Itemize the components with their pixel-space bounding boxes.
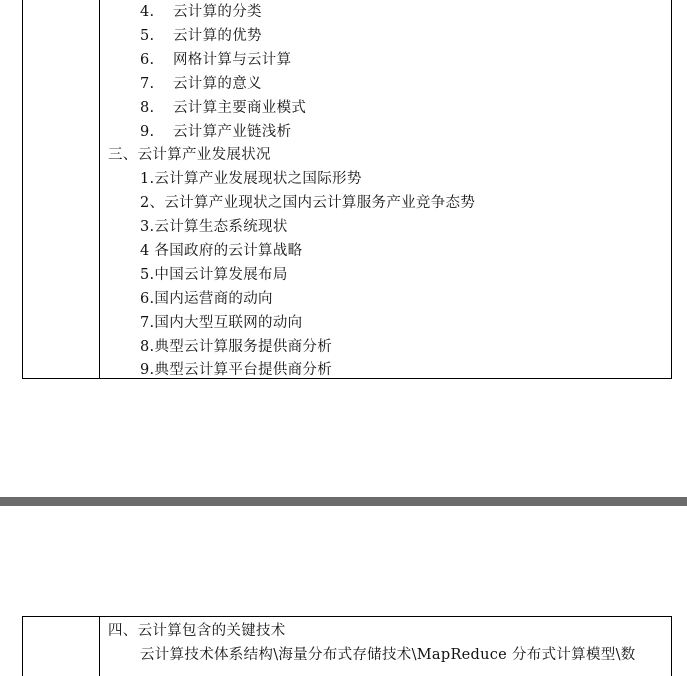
toc-item: 4 各国政府的云计算战略 (140, 243, 303, 259)
toc-subitem-number: 9. (140, 124, 155, 140)
table-column-divider (99, 0, 100, 379)
toc-subitem (140, 26, 262, 46)
section-heading: 四、云计算包含的关键技术 (108, 623, 286, 639)
toc-subitem-text: 网格计算与云计算 (173, 52, 292, 68)
toc-subitem (140, 122, 291, 142)
toc-item: 1.云计算产业发展现状之国际形势 (140, 171, 362, 187)
toc-subitem (140, 50, 291, 70)
toc-subitem-number: 7. (140, 76, 155, 92)
table-frame-top (22, 0, 672, 379)
toc-subitem-number: 4. (140, 4, 155, 20)
toc-item: 6.国内运营商的动向 (140, 291, 273, 307)
toc-subitem-number: 6. (140, 52, 155, 68)
toc-subitem-text: 云计算主要商业模式 (173, 100, 307, 116)
document-page-bottom (0, 506, 687, 669)
toc-item: 8.典型云计算服务提供商分析 (140, 339, 333, 355)
page-break-divider (0, 497, 687, 506)
toc-item: 3.云计算生态系统现状 (140, 219, 288, 235)
toc-subitem-text: 云计算的分类 (173, 4, 262, 20)
section-heading: 三、云计算产业发展状况 (108, 147, 271, 163)
toc-subitem-text: 云计算的优势 (173, 28, 262, 44)
toc-subitem-number: 8. (140, 100, 155, 116)
toc-item: 7.国内大型互联网的动向 (140, 315, 303, 331)
toc-subitem-text: 云计算产业链浅析 (173, 124, 292, 140)
body-text-line: 云计算技术体系结构\海量分布式存储技术\MapReduce 分布式计算模型\数 (140, 647, 636, 663)
toc-item: 2、云计算产业现状之国内云计算服务产业竞争态势 (140, 195, 476, 211)
toc-subitem-number: 5. (140, 28, 155, 44)
toc-subitem (140, 98, 306, 118)
toc-item: 5.中国云计算发展布局 (140, 267, 288, 283)
toc-item: 9.典型云计算平台提供商分析 (140, 362, 333, 378)
table-column-divider (99, 616, 100, 676)
toc-subitem (140, 74, 262, 94)
toc-subitem-text: 云计算的意义 (173, 76, 262, 92)
toc-subitem (140, 2, 262, 22)
